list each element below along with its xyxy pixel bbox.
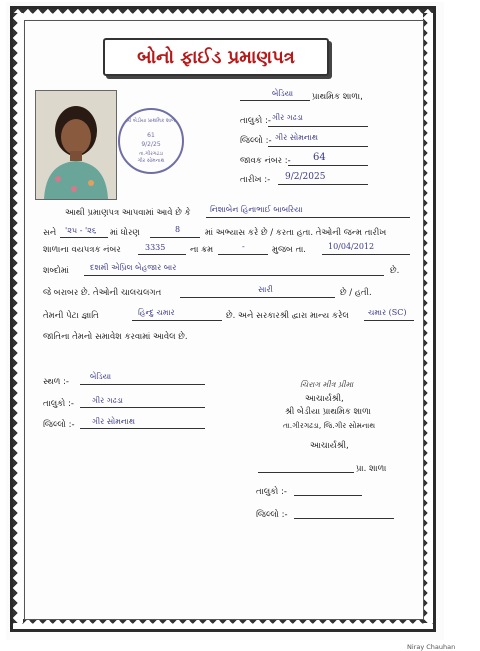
student-name-line bbox=[206, 217, 410, 218]
page-label: ના ક્રમ bbox=[190, 245, 214, 255]
intro-text: આથી પ્રમાણપત્ર આપવામાં આવે છે કે bbox=[65, 208, 191, 218]
register-label: શાળાના વયપત્રક નંબર bbox=[43, 245, 121, 255]
caste-line bbox=[132, 320, 222, 321]
year-prefix: સને bbox=[43, 228, 57, 238]
school2-label: પ્રા. શાળા bbox=[356, 464, 387, 474]
dob-line bbox=[322, 254, 410, 255]
conduct-line bbox=[180, 297, 335, 298]
district2-line bbox=[294, 518, 394, 519]
stamp-date: 9/2/25 bbox=[141, 141, 161, 148]
taluka2-line bbox=[294, 495, 362, 496]
footer-taluka-line bbox=[80, 407, 205, 408]
watermark-text: Niray Chauhan bbox=[407, 643, 456, 651]
page-value: - bbox=[242, 242, 245, 251]
stamp-district: ગીર સોમનાથ bbox=[137, 158, 165, 164]
words-label: શબ્દોમાં bbox=[43, 266, 69, 276]
border-pattern-right bbox=[423, 13, 433, 623]
footer-taluka-label: તાલુકો :- bbox=[43, 399, 74, 409]
student-photo bbox=[35, 90, 117, 200]
school-seal-address: તા.ગીરગઢડા, જિ.ગીર સોમનાથ bbox=[283, 421, 376, 430]
border-pattern-bottom bbox=[13, 619, 433, 629]
certificate-title: બોનો ફાઈડ પ્રમાણપત્ર bbox=[103, 38, 329, 76]
place-value: બેડિયા bbox=[90, 372, 112, 381]
outward-number-label: જાવક નંબર :- bbox=[240, 156, 291, 166]
footer-district-value: ગીર સોમનાથ bbox=[92, 417, 135, 426]
date-line bbox=[278, 184, 368, 185]
footer-district-label: જિલ્લો :- bbox=[43, 420, 75, 430]
footer-taluka-value: ગીર ગઢડા bbox=[92, 396, 123, 405]
school-name-value: બેડિયા bbox=[272, 89, 294, 98]
dob-label: મુજબ તા. bbox=[272, 245, 306, 255]
date-of-birth: 10/04/2012 bbox=[328, 242, 375, 251]
footer-district-line bbox=[80, 428, 205, 429]
dob-in-words: દશમી એપ્રિલ બેહજાર બાર bbox=[90, 263, 177, 272]
stamp-taluka: તા.ગીરગઢડા bbox=[139, 151, 163, 157]
student-name: નિશાબેન હિનાભાઈ બાબરિયા bbox=[210, 205, 303, 214]
category-line bbox=[364, 320, 414, 321]
principal-signature: ચિરાગ મીત્ર પ્રીમા bbox=[300, 380, 354, 389]
stamp-number: 61 bbox=[147, 132, 155, 139]
school-name-line bbox=[240, 100, 310, 101]
academic-year: '૨૫ - '૨૬ bbox=[65, 226, 97, 235]
border-pattern-left bbox=[13, 13, 23, 623]
standard-label: માં ધોરણ bbox=[110, 228, 140, 238]
place-label: સ્થળ :- bbox=[43, 377, 69, 387]
date-value: 9/2/2025 bbox=[285, 172, 326, 182]
conduct-label: જે બરાબર છે. તેઓની ચાલચલગત bbox=[43, 288, 162, 298]
register-line bbox=[138, 254, 186, 255]
place-line bbox=[80, 384, 205, 385]
words-line bbox=[84, 275, 384, 276]
words-end: છે. bbox=[390, 266, 400, 276]
conduct-end: છે / હતી. bbox=[340, 288, 372, 298]
sub-caste-value: હિન્દુ ચમાર bbox=[138, 308, 175, 317]
taluka-value: ગીર ગઢડા bbox=[272, 113, 303, 122]
category-value: ચમાર (SC) bbox=[368, 308, 407, 317]
school-seal-name: શ્રી બેડીયા પ્રાથમિક શાળા bbox=[285, 407, 371, 417]
conduct-value: સારી bbox=[258, 285, 273, 294]
caste-label: તેમની પેટા જ્ઞાતિ bbox=[43, 311, 99, 321]
border-pattern-top bbox=[13, 9, 433, 19]
outward-number-line bbox=[288, 165, 368, 166]
taluka2-label: તાલુકો :- bbox=[256, 487, 287, 497]
year-line bbox=[60, 237, 108, 238]
standard-line bbox=[150, 237, 200, 238]
date-label: તારીખ :- bbox=[240, 175, 271, 185]
gov-text: છે. અને સરકારશ્રી દ્વારા માન્ય કરેલ bbox=[226, 311, 349, 321]
district-label: જિલ્લો :- bbox=[240, 136, 272, 146]
student-portrait-icon bbox=[36, 91, 116, 199]
school-stamp bbox=[118, 108, 184, 174]
school2-line bbox=[258, 472, 354, 473]
principal-title-2: આચાર્યશ્રી, bbox=[310, 441, 349, 451]
district-line bbox=[268, 146, 368, 147]
taluka-label: તાલુકો :- bbox=[240, 116, 271, 126]
district2-label: જિલ્લો :- bbox=[256, 510, 288, 520]
standard-value: 8 bbox=[175, 225, 181, 234]
page-line bbox=[218, 254, 268, 255]
stamp-school-name: શ્રી બેડીયા પ્રાથમિક શાળા bbox=[125, 118, 177, 124]
district-value: ગીર સોમનાથ bbox=[275, 133, 318, 142]
register-number: 3335 bbox=[145, 243, 166, 252]
taluka-line bbox=[268, 126, 368, 127]
outward-number-value: 64 bbox=[313, 152, 326, 163]
study-text: માં અભ્યાસ કરે છે / કરતા હતા. તેઓની જન્મ તારીખ bbox=[205, 228, 387, 238]
school-label: પ્રાથમિક શાળા, bbox=[312, 92, 363, 102]
final-line: જાતિના તેમનો સમાવેશ કરવામાં આવેલ છે. bbox=[43, 332, 188, 342]
principal-title-1: આચાર્યશ્રી, bbox=[305, 394, 344, 404]
